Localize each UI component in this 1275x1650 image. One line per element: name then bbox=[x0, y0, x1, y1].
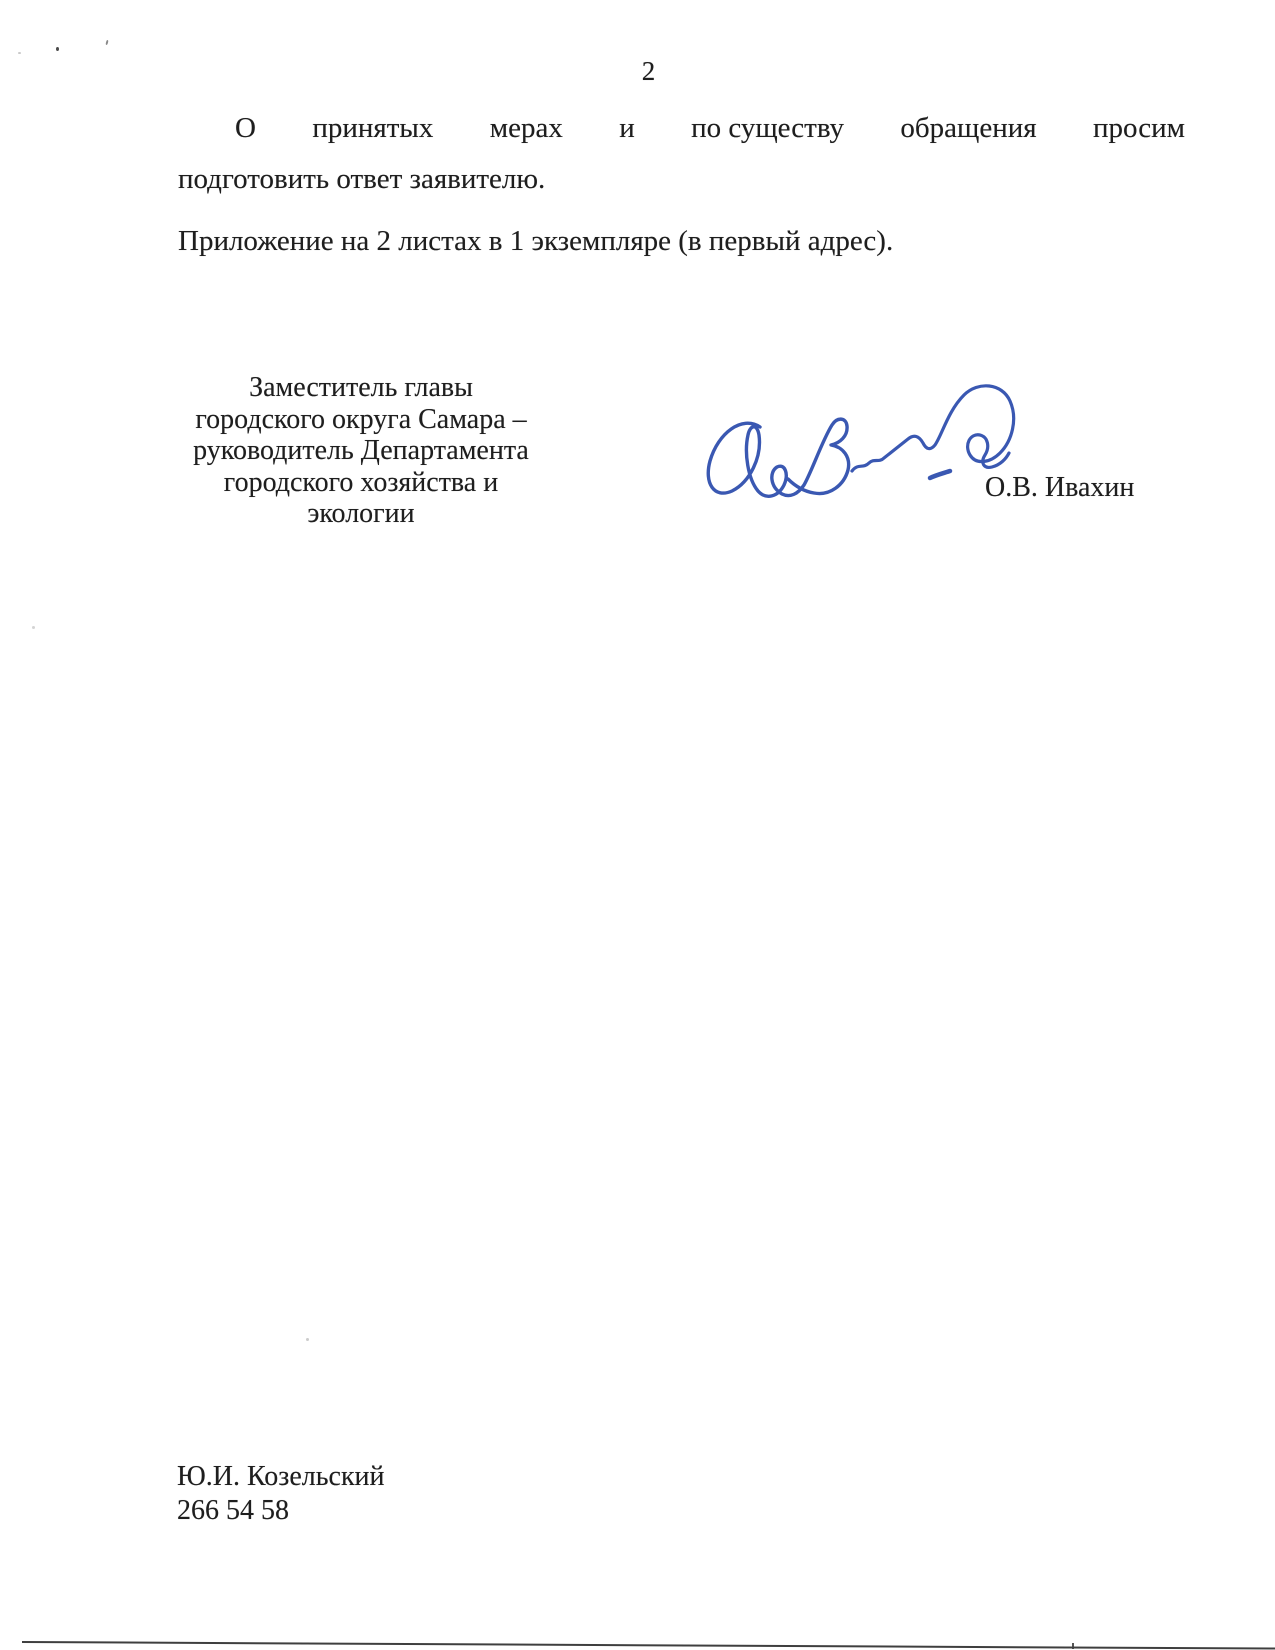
attachment-note: Приложение на 2 листах в 1 экземпляре (в первый адрес). bbox=[178, 225, 894, 257]
scan-artifact-line bbox=[22, 1641, 1275, 1650]
signer-position-title bbox=[170, 372, 552, 530]
signer-position-line: городского хозяйства и экологии bbox=[223, 466, 499, 529]
executor-phone: 266 54 58 bbox=[177, 1494, 289, 1526]
page-number: 2 bbox=[641, 56, 656, 86]
word: и bbox=[619, 112, 635, 144]
word: О bbox=[235, 112, 256, 144]
signature-stroke bbox=[852, 386, 1014, 471]
signer-name: О.В. Ивахин bbox=[985, 472, 1135, 503]
handwritten-signature-icon bbox=[690, 375, 1020, 510]
executor-block bbox=[177, 1460, 385, 1527]
paragraph-line-justified bbox=[235, 112, 1185, 145]
scan-speck bbox=[56, 47, 59, 51]
scan-speck bbox=[306, 1338, 309, 1341]
scan-speck bbox=[18, 52, 21, 54]
signature-stroke bbox=[708, 419, 848, 496]
paragraph-line: подготовить ответ заявителю. bbox=[178, 163, 546, 195]
word: обращения bbox=[900, 112, 1037, 144]
word: по существу bbox=[691, 112, 845, 144]
signer-position-line: городского округа Самара – bbox=[195, 403, 527, 435]
scan-speck bbox=[105, 40, 108, 45]
signer-position-line: Заместитель главы bbox=[249, 372, 473, 403]
word: принятых bbox=[312, 112, 434, 144]
signature-dash-stroke bbox=[930, 471, 950, 478]
executor-name: Ю.И. Козельский bbox=[177, 1461, 385, 1492]
scan-speck bbox=[32, 626, 35, 629]
word: просим bbox=[1092, 112, 1185, 144]
signer-position-line: руководитель Департамента bbox=[193, 435, 529, 466]
word: мерах bbox=[489, 112, 563, 144]
